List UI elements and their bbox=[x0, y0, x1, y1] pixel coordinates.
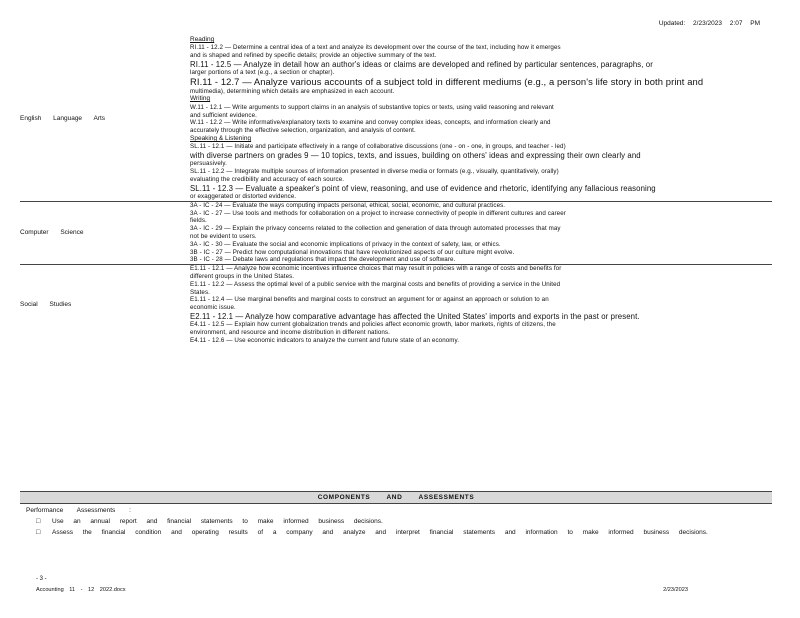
standard-line: 3A - IC - 27 — Use tools and methods for collaboration on a project to increase connectivity of people in different cultures and career bbox=[190, 209, 566, 217]
standard-line: SL.11 - 12.3 — Evaluate a speaker's point of view, reasoning, and use of evidence and rhetoric, identifying any fallacious reasoning bbox=[190, 183, 656, 193]
standard-line: different groups in the United States. bbox=[190, 272, 295, 280]
subject-row bbox=[20, 36, 772, 201]
category-title: Writing bbox=[190, 95, 211, 103]
standard-line: E1.11 - 12.4 — Use marginal benefits and marginal costs to construct an argument for or against an approach or solution to an bbox=[190, 296, 549, 304]
standards-cell bbox=[188, 201, 772, 264]
category-title: Speaking & Listening bbox=[190, 134, 252, 142]
updated-time: 2:07 PM bbox=[729, 20, 760, 27]
standard-line: persuasively. bbox=[190, 160, 227, 168]
standard-line: and is shaped and refined by specific details; provide an objective summary of the text. bbox=[190, 52, 437, 60]
category-title: Reading bbox=[190, 36, 215, 43]
bullet-text: Assess the financial condition and operating results of a company and analyze and interpret financial statements and information to make informed business decisions. bbox=[52, 529, 708, 536]
updated-date: 2/23/2023 bbox=[693, 20, 722, 27]
standard-line: not be evident to users. bbox=[190, 232, 257, 240]
performance-bullet bbox=[20, 529, 772, 537]
performance-bullets bbox=[20, 518, 772, 537]
standard-line: environment, and resource and income distribution in different nations. bbox=[190, 328, 390, 336]
performance-title: Performance Assessments : bbox=[26, 507, 131, 514]
standard-line: W.11 - 12.1 — Write arguments to support claims in an analysis of substantive topics or texts, using valid reasoning and relevant bbox=[190, 103, 554, 111]
standard-line: accurately through the effective selection, organization, and analysis of content. bbox=[190, 127, 416, 135]
checkbox-square-icon: □ bbox=[36, 529, 41, 536]
standard-line: with diverse partners on grades 9 — 10 topics, texts, and issues, building on others' ideas and expressing their own clearly and bbox=[190, 151, 641, 161]
updated-stamp bbox=[659, 20, 760, 27]
standard-line: SL.11 - 12.1 — Initiate and participate effectively in a range of collaborative discussions (one - on - one, in groups, and teacher - led) bbox=[190, 143, 566, 151]
footer-date: 2/23/2023 bbox=[663, 587, 688, 593]
standard-line: RI.11 - 12.7 — Analyze various accounts of a subject told in different mediums (e.g., a person's life story in both print and bbox=[190, 76, 704, 87]
standard-line: RI.11 - 12.5 — Analyze in detail how an author's ideas or claims are developed and refined by particular sentences, paragraphs, or bbox=[190, 60, 653, 69]
footer-page-number: - 3 - bbox=[36, 576, 47, 582]
standard-line: States. bbox=[190, 288, 210, 296]
standard-line: fields. bbox=[190, 217, 207, 225]
standard-line: E2.11 - 12.1 — Analyze how comparative advantage has affected the United States' imports and exports in the past or present. bbox=[190, 311, 640, 321]
components-header: COMPONENTS AND ASSESSMENTS bbox=[20, 491, 772, 504]
standard-line: evaluating the credibility and accuracy of each source. bbox=[190, 175, 345, 183]
standard-line: multimedia), determining which details are emphasized in each account. bbox=[190, 87, 395, 95]
updated-label: Updated: bbox=[658, 20, 686, 27]
components-section bbox=[20, 491, 772, 540]
standard-line: SL.11 - 12.2 — Integrate multiple sources of information presented in diverse media or formats (e.g., visually, quantitatively, orally) bbox=[190, 168, 559, 176]
footer-file-name: Accounting 11 - 12 2022.docx bbox=[36, 587, 126, 593]
standard-line: 3A - IC - 30 — Evaluate the social and economic implications of privacy in the context of safety, law, or ethics. bbox=[190, 240, 501, 248]
performance-bullet bbox=[20, 518, 772, 526]
standard-line: E1.11 - 12.1 — Analyze how economic incentives influence choices that may result in policies with a range of costs and benefits for bbox=[190, 265, 562, 273]
standard-line: or exaggerated or distorted evidence. bbox=[190, 192, 297, 200]
subject-name: Computer Science bbox=[20, 201, 188, 264]
standard-line: 3A - IC - 29 — Explain the privacy concerns related to the collection and generation of data through automated processes that may bbox=[190, 225, 561, 233]
checkbox-square-icon: □ bbox=[36, 518, 41, 525]
standards-table bbox=[20, 36, 772, 345]
bullet-text: Use an annual report and financial statements to make informed business decisions. bbox=[52, 518, 383, 525]
standard-line: RI.11 - 12.2 — Determine a central idea of a text and analyze its development over the course of the text, including how it emerges bbox=[190, 44, 561, 52]
subject-row bbox=[20, 201, 772, 264]
standard-line: E1.11 - 12.2 — Assess the optimal level of a public service with the marginal costs and benefits of providing a service in the United bbox=[190, 280, 561, 288]
standard-line: larger portions of a text (e.g., a section or chapter). bbox=[190, 69, 335, 77]
standard-line: E4.11 - 12.5 — Explain how current globalization trends and policies affect economic growth, labor markets, rights of citizens, the bbox=[190, 321, 556, 329]
standard-line: 3A - IC - 24 — Evaluate the ways computing impacts personal, ethical, social, economic, and cultural practices. bbox=[190, 201, 506, 209]
subject-name: Social Studies bbox=[20, 301, 72, 309]
standards-cell bbox=[188, 36, 772, 201]
subject-name: English Language Arts bbox=[20, 36, 188, 201]
standard-line: 3B - IC - 27 — Predict how computational innovations that have revolutionized aspects of our culture might evolve. bbox=[190, 248, 515, 256]
standard-line: E4.11 - 12.6 — Use economic indicators to analyze the current and future state of an economy. bbox=[190, 336, 460, 344]
standard-line: and sufficient evidence. bbox=[190, 111, 257, 119]
standard-line: W.11 - 12.2 — Write informative/explanatory texts to examine and convey complex ideas, concepts, and information clearly and bbox=[190, 119, 551, 127]
standards-cell bbox=[188, 265, 772, 345]
standard-line: economic issue. bbox=[190, 304, 236, 312]
subject-row bbox=[20, 265, 772, 345]
standard-line: 3B - IC - 28 — Debate laws and regulations that impact the development and use of software. bbox=[190, 256, 456, 264]
